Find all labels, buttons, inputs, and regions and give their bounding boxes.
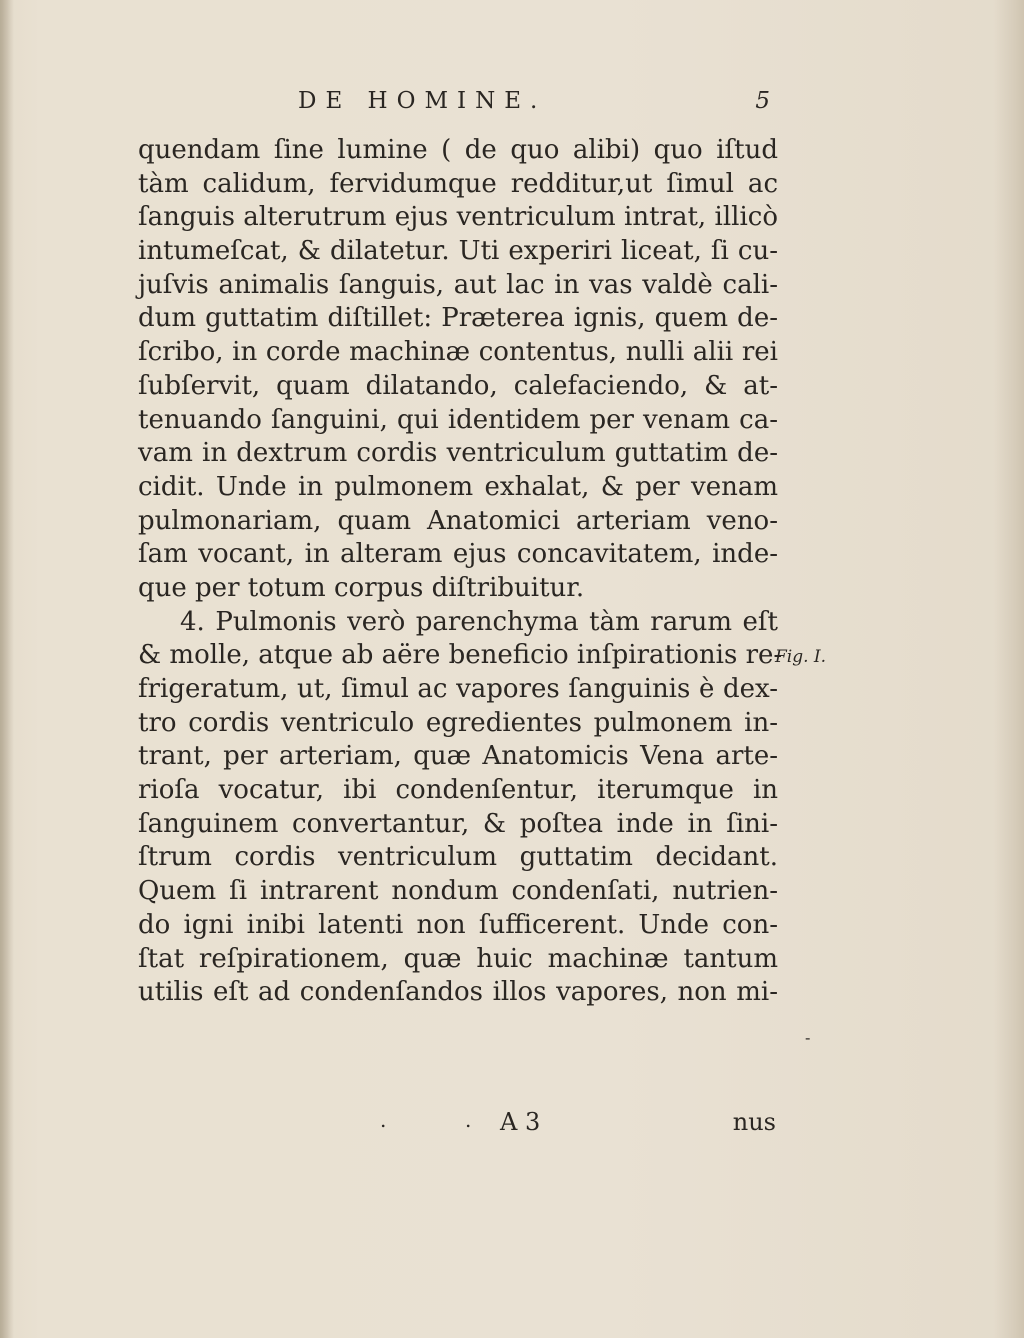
text-line: ſanguinem convertantur, & poſtea inde in ſini-: [138, 808, 778, 839]
signature-mark: A 3: [500, 1108, 541, 1136]
text-line: tàm calidum, fervidumque redditur,ut ſimul ac: [138, 168, 778, 199]
running-head: [138, 88, 778, 134]
catchword: nus: [732, 1108, 776, 1136]
text-line: tro cordis ventriculo egredientes pulmonem in-: [138, 707, 778, 738]
gutter-shadow: [0, 0, 14, 1338]
text-line: ſanguis alterutrum ejus ventriculum intrat, illicò: [138, 202, 778, 233]
text-line: rioſa vocatur, ibi condenſentur, iterumque in: [138, 775, 778, 806]
margin-mark: -: [805, 1028, 811, 1047]
text-line: Quem ſi intrarent nondum condenſati, nutrien-: [138, 876, 778, 907]
text-line: ſtat reſpirationem, quæ huic machinæ tantum: [138, 943, 778, 974]
margin-note-figure: Fig. I.: [775, 647, 827, 667]
text-line: vam in dextrum cordis ventriculum guttatim de-: [138, 438, 778, 469]
text-line: que per totum corpus diſtribuitur.: [138, 572, 585, 603]
text-line: cidit. Unde in pulmonem exhalat, & per venam: [138, 471, 778, 502]
text-block: [138, 88, 783, 1010]
running-head-title: DE HOMINE.: [298, 88, 547, 114]
text-line: juſvis animalis ſanguis, aut lac in vas valdè cali-: [138, 269, 778, 300]
text-line: utilis eſt ad condenſandos illos vapores, non mi-: [138, 977, 778, 1008]
text-line: dum guttatim diſtillet: Præterea ignis, quem de-: [138, 303, 778, 334]
page-number: 5: [755, 88, 770, 114]
text-line: ſubſervit, quam dilatando, calefaciendo, & at-: [138, 370, 778, 401]
text-line: & molle, atque ab aëre beneficio inſpirationis re-: [138, 640, 783, 671]
text-line: quendam ſine lumine ( de quo alibi) quo iſtud: [138, 135, 778, 165]
paragraph-start-line: 4. Pulmonis verò parenchyma tàm rarum eſt: [180, 606, 778, 637]
text-line: pulmonariam, quam Anatomici arteriam veno-: [138, 505, 778, 536]
text-line: ſam vocant, in alteram ejus concavitatem, inde-: [138, 539, 778, 570]
footer-dot: .: [465, 1108, 472, 1132]
text-line: ſtrum cordis ventriculum guttatim decidant.: [138, 842, 778, 873]
text-line: tenuando ſanguini, qui identidem per venam ca-: [138, 404, 778, 435]
text-line: ſcribo, in corde machinæ contentus, nulli alii rei: [138, 337, 778, 368]
text-line: trant, per arteriam, quæ Anatomicis Vena arte-: [138, 741, 778, 772]
text-line: do igni inibi latenti non ſufficerent. Unde con-: [138, 909, 778, 940]
text-line: frigeratum, ut, ſimul ac vapores ſanguinis è dex-: [138, 674, 778, 704]
page-edge: [994, 0, 1024, 1338]
text-line: intumeſcat, & dilatetur. Uti experiri liceat, ſi cu-: [138, 236, 778, 267]
footer-dot: .: [380, 1108, 387, 1132]
